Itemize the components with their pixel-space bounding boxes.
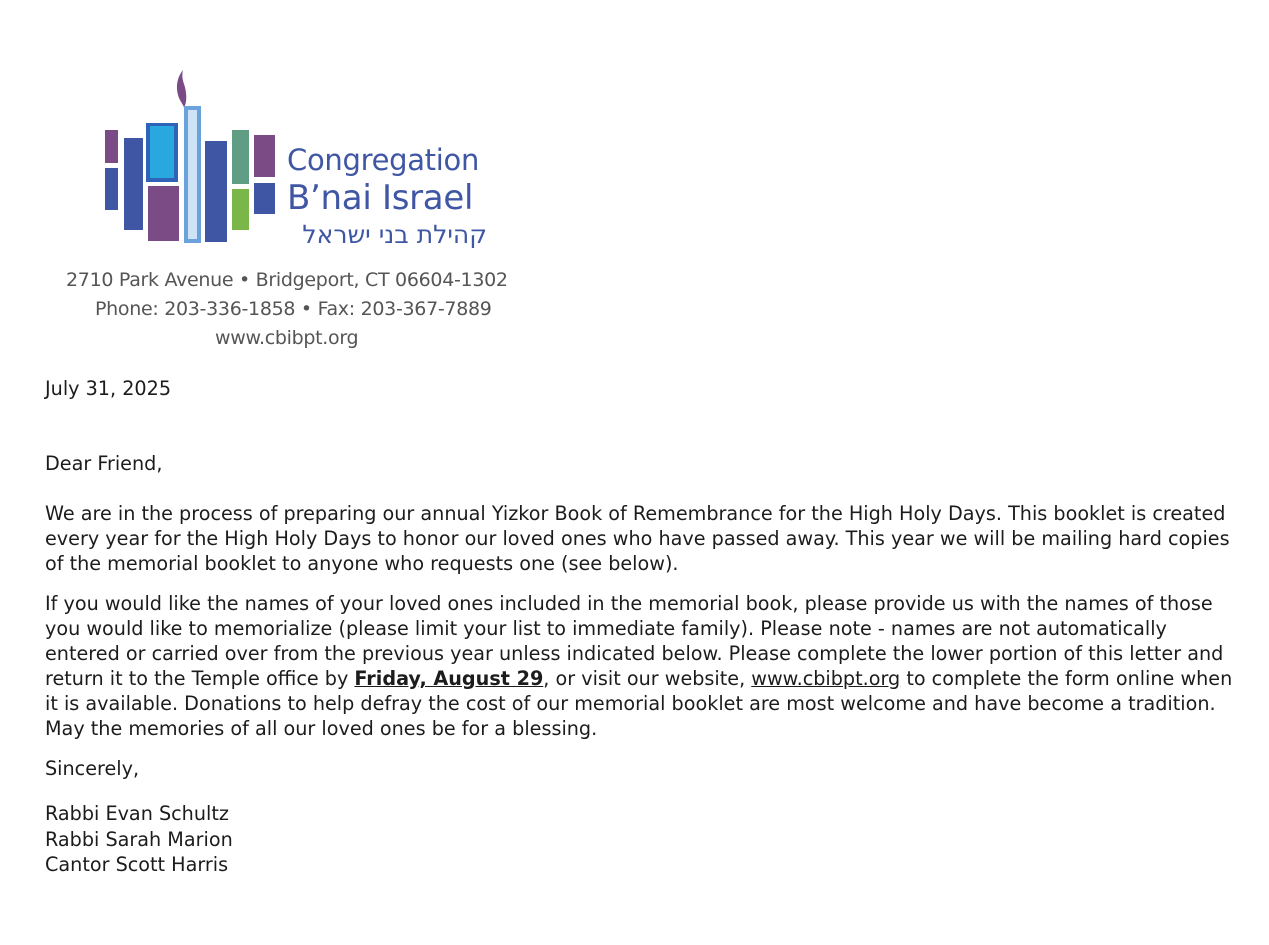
instructions-text-end: to complete the form online when it is available. Donations to help defray the cost of our memorial booklet are most welcome and have become a tradition. May the memories of all our loved ones be for a blessing.	[45, 667, 1233, 740]
congregation-logo-candle-icon	[100, 66, 280, 246]
signer-name: Rabbi Evan Schultz	[45, 802, 229, 825]
logo-wordmark	[287, 142, 487, 252]
logo-line-congregation: Congregation	[287, 143, 480, 177]
letter-body	[45, 376, 1245, 878]
paragraph-instructions	[45, 591, 1245, 741]
logo-hebrew-name: קהילת בני ישראל	[302, 220, 487, 249]
signer-name: Cantor Scott Harris	[45, 853, 229, 876]
instructions-text-start: If you would like the names of your loved ones included in the memorial book, please provide us with the names of those you would like to memorialize (please limit your list to immediate family). Please note - names are not automatically entered or carried over from the previous year unless indicated below. Please complete the lower portion of this letter and return it to the Temple office by	[45, 592, 1224, 690]
logo-line-bnai-israel: B’nai Israel	[287, 178, 474, 218]
signature-block	[45, 801, 1245, 878]
signer-name: Rabbi Sarah Marion	[45, 827, 233, 851]
street-address: 2710 Park Avenue • Bridgeport, CT 06604-1302	[66, 269, 508, 291]
closing: Sincerely,	[45, 757, 140, 780]
letterhead-website: www.cbibpt.org	[215, 327, 359, 349]
letterhead	[0, 0, 600, 360]
instructions-text-middle: , or visit our website,	[543, 667, 752, 690]
deadline-date: Friday, August 29	[354, 667, 544, 690]
website-link[interactable]: www.cbibpt.org	[751, 667, 901, 690]
phone-fax: Phone: 203-336-1858 • Fax: 203-367-7889	[95, 298, 492, 320]
letter-date: July 31, 2025	[45, 377, 172, 400]
paragraph-intro: We are in the process of preparing our annual Yizkor Book of Remembrance for the High Holy Days. This booklet is created every year for the High Holy Days to honor our loved ones who have passed away. This year we will be mailing hard copies of the memorial booklet to anyone who requests one (see below).	[45, 502, 1230, 575]
salutation: Dear Friend,	[45, 452, 163, 475]
